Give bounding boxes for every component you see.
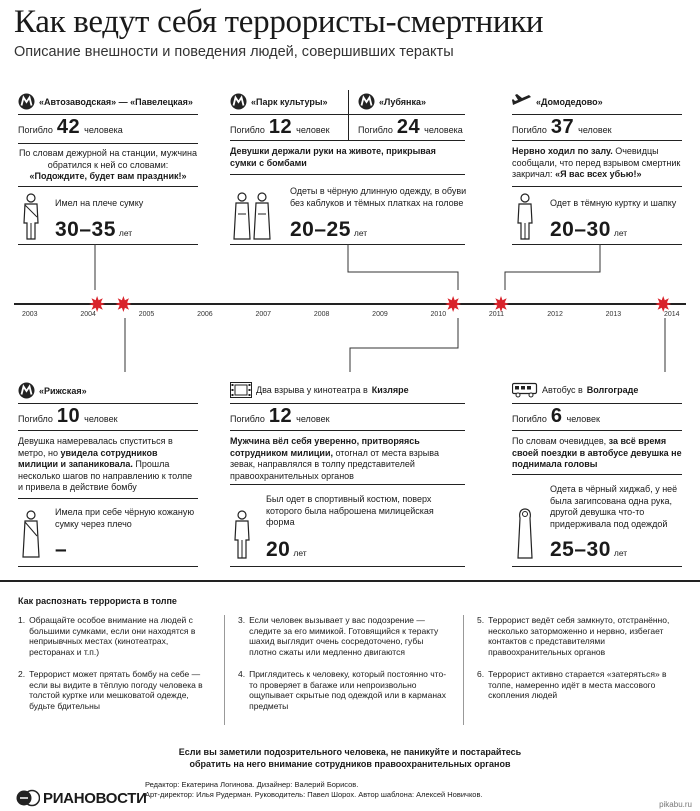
timeline-year-2012: 2012 (547, 311, 563, 318)
attack-description: Нервно ходил по залу. Очевидцы сообщали, что перед взрывом смертник закричал: «Я вас всех убью!» (512, 146, 681, 179)
tip-item: 2. Террорист может прятать бомбу на себе — если вы видите в тёплую погоду человека в толстой куртке или мешковатой одежде, будьте бдительны (18, 669, 203, 711)
explosion-marker-3 (445, 296, 461, 312)
tips-column (238, 615, 453, 711)
attack-location: «Автозаводская» — «Павелецкая» (39, 96, 193, 107)
deaths-count: Погибло 24 человека (358, 116, 463, 138)
film-icon (230, 382, 252, 398)
attacker-age: 20–30 лет (550, 218, 628, 241)
bus-icon (512, 382, 538, 398)
deaths-count: Погибло 12 человек (230, 116, 330, 138)
attacker-age: 20–25 лет (290, 218, 368, 241)
watermark: pikabu.ru (659, 800, 692, 809)
page-subtitle: Описание внешности и поведения людей, совершивших теракты (14, 44, 454, 60)
tip-item: 3. Если человек вызывает у вас подозрение — следите за его мимикой. Готовящийся к теракту шахид выглядит очень сосредоточено, губы плотно сжаты или медленно двигаются (238, 615, 439, 657)
attacker-age: 30–35 лет (55, 218, 133, 241)
timeline-year-2013: 2013 (605, 311, 622, 318)
timeline-year-2008: 2008 (313, 311, 330, 318)
deaths-count: Погибло 10 человек (18, 405, 118, 427)
tip-item: 6. Террорист активно старается «затеряться» в толпе, намеренно идёт в места массового скопления людей (477, 669, 667, 700)
tip-item: 4. Приглядитесь к человеку, который постоянно что-то проверяет в багаже или непроизвольно ощупывает скрытые под одеждой или в карманах предметы (238, 669, 447, 711)
attack-description: По словам дежурной на станции, мужчина обратился к ней со словами: «Подождите, будет вам праздник!» (18, 148, 198, 181)
attack-description: Девушка намеревалась спуститься в метро, но увидела сотрудников милиции и запаниковала. Прошла несколько шагов по направлению к толпе и привела в действие бомбу (18, 436, 193, 492)
explosion-marker-2 (115, 296, 131, 312)
timeline-year-2009: 2009 (372, 311, 388, 318)
attack-note: Имела при себе чёрную кожаную сумку через плечо (55, 507, 195, 529)
tip-item: 1. Обращайте особое внимание на людей с большими сумками, если они находятся в неприывчных местах (кинотеатрах, ресторанах и т.п.) (18, 615, 196, 657)
attack-note: Имел на плече сумку (55, 198, 144, 208)
attack-note: Одета в чёрный хиджаб, у неё была загипсована одна рука, другой девушка что-то придерживала под одеждой (550, 484, 678, 529)
attacker-age: 25–30 лет (550, 538, 628, 561)
attack-description: Мужчина вёл себя уверенно, притворяясь сотрудником милиции, отогнал от места взрыва зевак, направлялся в толпу представителей правоохранительных органов (230, 436, 439, 481)
attack-location: Кизляре (371, 385, 409, 395)
attack-header-volgograd: Автобус в Волгограде (512, 382, 638, 398)
timeline-year-2010: 2010 (430, 311, 447, 318)
attacker-age: – (55, 538, 68, 561)
timeline-year-2011: 2011 (488, 311, 504, 318)
ria-logo-icon (16, 789, 40, 807)
attack-note: Одеты в чёрную длинную одежду, в обуви без каблуков и тёмных платках на голове (290, 186, 467, 208)
deaths-count: Погибло 42 человека (18, 116, 123, 138)
deaths-count: Погибло 6 человек (512, 405, 600, 427)
woman-hijab-figure-icon (516, 508, 534, 560)
woman-figure-icon (22, 510, 40, 560)
page-title: Как ведут себя террористы-смертники (14, 4, 544, 40)
tips-column (477, 615, 682, 701)
timeline-year-2004: 2004 (80, 311, 96, 318)
attack-description: По словам очевидцев, за всё время своей поездки в автобусе девушка не поднимала головы (512, 436, 682, 469)
attack-location: Волгограде (586, 385, 639, 395)
explosion-marker-1 (89, 296, 105, 312)
attack-description: Девушки держали руки на животе, прикрывая сумки с бомбами (230, 146, 436, 168)
man-figure-icon (233, 510, 251, 560)
explosion-marker-4 (493, 296, 509, 312)
tip-item: 5. Террорист ведёт себя замкнуто, отстранённо, несколько заторможенно и нервно, избегает контактов с представителями правоохранительных органов (477, 615, 670, 657)
explosion-marker-5 (655, 296, 671, 312)
timeline-year-2005: 2005 (138, 311, 155, 318)
timeline-year-2007: 2007 (255, 311, 272, 318)
ria-novosti-logo: РИАНОВОСТИ (16, 789, 147, 807)
attacker-age: 20 лет (266, 538, 307, 561)
attack-location: «Парк культуры» (251, 96, 328, 107)
timeline-event-markers (0, 290, 700, 320)
timeline-year-2003: 2003 (22, 311, 38, 318)
credits: Редактор: Екатерина Логинова. Дизайнер: Валерий Борисов. Арт-директор: Илья Рудерман. Руководитель: Павел Шорох. Автор шаблона: Алексей Новичков. (145, 780, 483, 799)
tips-column (18, 615, 208, 711)
attack-note: Одет в тёмную куртку и шапку (550, 198, 677, 208)
timeline-year-2006: 2006 (197, 311, 213, 318)
attack-header-rizhskaya (18, 382, 87, 399)
attack-note: Был одет в спортивный костюм, поверх которого была наброшена милицейская форма (266, 494, 434, 527)
metro-icon (18, 382, 35, 399)
tips-heading: Как распознать террориста в толпе (18, 596, 177, 606)
deaths-count: Погибло 12 человек (230, 405, 330, 427)
final-advice: Если вы заметили подозрительного человека, не паникуйте и постарайтесь обратить на него внимание сотрудников правоохранительных органов (178, 747, 522, 769)
attack-location: «Рижская» (39, 385, 87, 396)
attack-location: «Домодедово» (536, 96, 603, 107)
attack-header-kizlyar: Два взрыва у кинотеатра в Кизляре (230, 382, 409, 398)
deaths-count: Погибло 37 человек (512, 116, 612, 138)
attack-location: «Лубянка» (379, 96, 426, 107)
timeline-year-2014: 2014 (664, 311, 680, 318)
